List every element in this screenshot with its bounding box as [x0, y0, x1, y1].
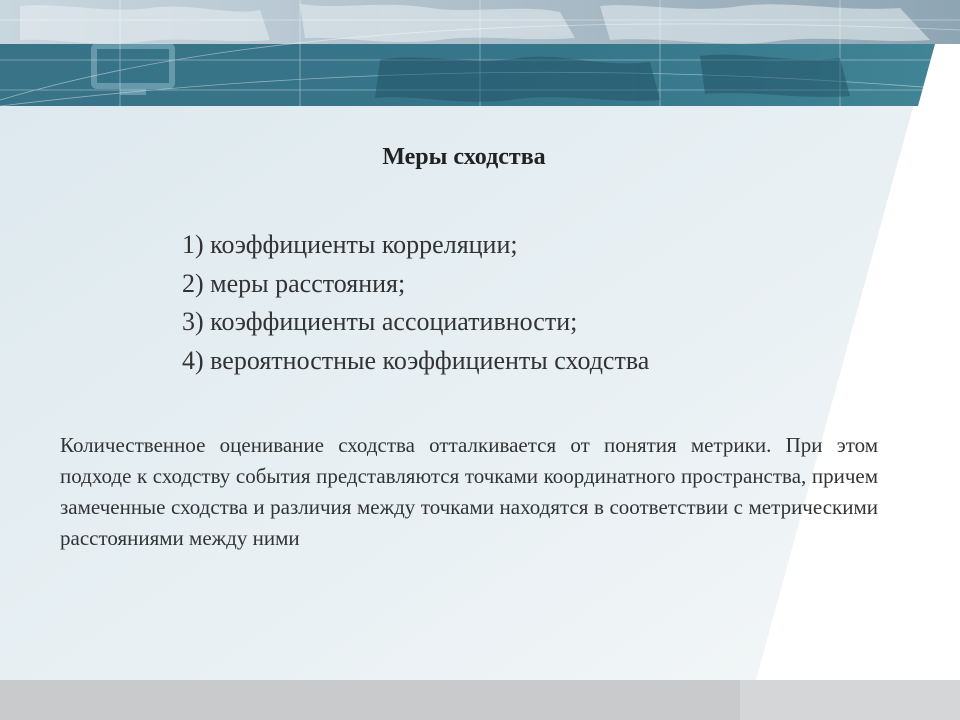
body-paragraph: Количественное оценивание сходства отталкивается от понятия метрики. При этом подходе к сходству события представляются точками координатного пространства, причем замеченные сходства и различия между точками находятся в соответствии с метрическими расстояниями между ними: [60, 433, 878, 550]
list-item: 4) вероятностные коэффициенты сходства: [182, 345, 650, 375]
list-item: 3) коэффициенты ассоциативности;: [182, 307, 578, 336]
list-item: 2) меры расстояния;: [182, 268, 406, 298]
slide-title: Меры сходства: [382, 144, 546, 170]
list-item: 1) коэффициенты корреляции;: [182, 230, 518, 259]
footer-bar: [0, 680, 960, 720]
world-map-banner: [0, 0, 960, 106]
similarity-measures-list: [182, 226, 649, 380]
